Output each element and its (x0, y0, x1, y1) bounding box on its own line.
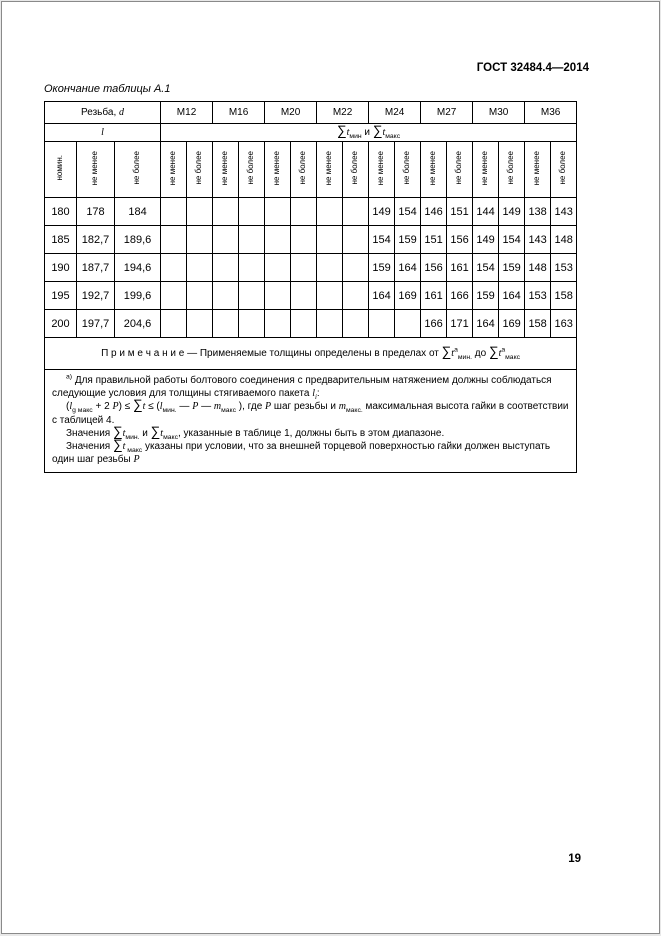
rotated-header-label: не менее (532, 150, 542, 186)
table-body (45, 198, 577, 338)
col-header-min (369, 142, 395, 198)
thickness-value-cell: 149 (473, 226, 499, 254)
thickness-value-cell: 161 (421, 282, 447, 310)
sum-header-cell: $\sum t_{мин}$ и $\sum t_{макс}$ (161, 124, 577, 142)
table-row (45, 282, 577, 310)
thickness-value-cell (343, 254, 369, 282)
thickness-value-cell: 197,7 (77, 310, 115, 338)
rotated-header-label: не менее (90, 150, 100, 186)
thickness-value-cell: 171 (447, 310, 473, 338)
rotated-header-label: номин. (55, 155, 65, 181)
rotated-header-label: не более (194, 151, 204, 185)
l-symbol: l (101, 127, 104, 138)
thickness-value-cell (265, 310, 291, 338)
rotated-header-label: не более (132, 151, 142, 185)
thickness-value-cell: 156 (421, 254, 447, 282)
thickness-value-cell: 159 (369, 254, 395, 282)
thickness-value-cell (343, 282, 369, 310)
col-header-min (525, 142, 551, 198)
thickness-value-cell (265, 254, 291, 282)
nominal-value-cell: 190 (45, 254, 77, 282)
size-header-m27: М27 (421, 102, 473, 124)
thickness-value-cell (161, 282, 187, 310)
thickness-value-cell (239, 282, 265, 310)
nominal-value-cell: 195 (45, 282, 77, 310)
col-header-min (213, 142, 239, 198)
table-caption: Окончание таблицы А.1 (44, 83, 171, 95)
rotated-header-label: не более (454, 151, 464, 185)
table-row (45, 198, 577, 226)
thickness-value-cell: 149 (369, 198, 395, 226)
rotated-header-label: не более (350, 151, 360, 185)
nominal-value-cell: 185 (45, 226, 77, 254)
col-header-min (77, 142, 115, 198)
thickness-value-cell (395, 310, 421, 338)
thickness-value-cell (213, 254, 239, 282)
table-row (45, 226, 577, 254)
rotated-header-label: не менее (168, 150, 178, 186)
rotated-header-label: не более (558, 151, 568, 185)
rotated-header-label: не более (402, 151, 412, 185)
rotated-header-label: не менее (480, 150, 490, 186)
size-header-m20: М20 (265, 102, 317, 124)
thickness-value-cell (187, 226, 213, 254)
thickness-value-cell: 158 (525, 310, 551, 338)
thickness-value-cell: 156 (447, 226, 473, 254)
page-number: 19 (568, 853, 581, 865)
col-header-min (473, 142, 499, 198)
thickness-value-cell (239, 254, 265, 282)
thickness-value-cell: 189,6 (115, 226, 161, 254)
col-header-max (291, 142, 317, 198)
thickness-value-cell: 163 (551, 310, 577, 338)
thickness-value-cell (187, 254, 213, 282)
thickness-value-cell: 159 (473, 282, 499, 310)
col-header-max (343, 142, 369, 198)
thickness-value-cell: 143 (525, 226, 551, 254)
thickness-value-cell: 149 (499, 198, 525, 226)
l-label-cell (45, 124, 161, 142)
thickness-value-cell (213, 198, 239, 226)
thickness-value-cell (161, 254, 187, 282)
thickness-value-cell (291, 226, 317, 254)
thickness-value-cell (343, 226, 369, 254)
thickness-value-cell: 166 (421, 310, 447, 338)
thickness-value-cell: 159 (395, 226, 421, 254)
thickness-value-cell (291, 282, 317, 310)
document-standard-number: ГОСТ 32484.4—2014 (476, 62, 589, 74)
column-header-row (45, 142, 577, 198)
thickness-value-cell: 154 (473, 254, 499, 282)
thickness-value-cell (161, 198, 187, 226)
sum-header-row (45, 124, 577, 142)
footnote-paragraph-2: ($l_{g макс} + 2$ $Р) \le \sum t \le (l_{мин.}$ — Р — $m_{макс}$ ), где Р шаг резьбы и $m_{макс.}$ максимальная высота гайки в соответствии с таблицей 4. (52, 397, 569, 426)
thickness-value-cell (239, 198, 265, 226)
thickness-value-cell: 164 (499, 282, 525, 310)
col-header-min (161, 142, 187, 198)
thickness-value-cell: 144 (473, 198, 499, 226)
table-container (44, 101, 577, 473)
col-header-min (317, 142, 343, 198)
thread-label-cell: Резьба, d (45, 102, 161, 124)
size-header-m24: М24 (369, 102, 421, 124)
thickness-value-cell (317, 254, 343, 282)
col-header-max (447, 142, 473, 198)
thickness-value-cell (343, 198, 369, 226)
thickness-value-cell: 151 (447, 198, 473, 226)
size-header-row (45, 102, 577, 124)
rotated-header-label: не более (506, 151, 516, 185)
thickness-value-cell: 182,7 (77, 226, 115, 254)
thickness-value-cell: 146 (421, 198, 447, 226)
thickness-value-cell: 161 (447, 254, 473, 282)
note-row (45, 338, 577, 370)
thickness-value-cell (291, 198, 317, 226)
nominal-value-cell: 200 (45, 310, 77, 338)
thickness-value-cell: 164 (395, 254, 421, 282)
table-row (45, 254, 577, 282)
table-footnote (45, 370, 577, 473)
rotated-header-label: не более (246, 151, 256, 185)
col-header-min (265, 142, 291, 198)
thickness-value-cell: 194,6 (115, 254, 161, 282)
thickness-value-cell (213, 226, 239, 254)
thickness-value-cell (187, 310, 213, 338)
thickness-value-cell (291, 310, 317, 338)
thickness-value-cell: 169 (395, 282, 421, 310)
thickness-value-cell (265, 282, 291, 310)
table-note: П р и м е ч а н и е — Применяемые толщины определены в пределах от $\sum t^а_{мин.}$ до $\sum t^а_{макс}$ (45, 338, 577, 370)
footnote-paragraph-3: Значения $\sum t_{мин.}$ и $\sum t_{макс}$, указанные в таблице 1, должны быть в этом диапазоне. (66, 423, 445, 441)
thickness-value-cell: 204,6 (115, 310, 161, 338)
thickness-value-cell: 154 (369, 226, 395, 254)
document-page (1, 1, 660, 934)
col-header-max (551, 142, 577, 198)
thickness-value-cell (187, 198, 213, 226)
thickness-value-cell: 143 (551, 198, 577, 226)
thickness-value-cell (213, 310, 239, 338)
size-header-m30: М30 (473, 102, 525, 124)
footnote-paragraph-4: Значения ∑t $_{макс}$ указаны при условии, что за внешней торцевой поверхностью гайки должен выступать один шаг резьбы Р (52, 436, 551, 466)
thickness-value-cell: 154 (499, 226, 525, 254)
col-header-nominal (45, 142, 77, 198)
thickness-value-cell: 164 (473, 310, 499, 338)
footnote-paragraph-1: $^{а)}$ Для правильной работы болтового соединения с предварительным натяжением должны соблюдаться следующие условия для толщины стягиваемого пакета $l_i$: (52, 373, 552, 402)
thickness-value-cell (265, 198, 291, 226)
size-header-m16: М16 (213, 102, 265, 124)
rotated-header-label: не более (298, 151, 308, 185)
thickness-value-cell (213, 282, 239, 310)
thickness-value-cell: 166 (447, 282, 473, 310)
thickness-value-cell (187, 282, 213, 310)
thickness-value-cell: 158 (551, 282, 577, 310)
thickness-value-cell (317, 282, 343, 310)
thickness-value-cell: 169 (499, 310, 525, 338)
size-header-m36: М36 (525, 102, 577, 124)
col-header-min (421, 142, 447, 198)
thickness-value-cell (239, 310, 265, 338)
rotated-header-label: не менее (376, 150, 386, 186)
rotated-header-label: не менее (272, 150, 282, 186)
thickness-value-cell (343, 310, 369, 338)
thickness-value-cell: 184 (115, 198, 161, 226)
thickness-value-cell (317, 198, 343, 226)
thickness-value-cell: 199,6 (115, 282, 161, 310)
nominal-value-cell: 180 (45, 198, 77, 226)
table-a1 (44, 101, 577, 473)
col-header-max (395, 142, 421, 198)
thickness-value-cell: 178 (77, 198, 115, 226)
thickness-value-cell (291, 254, 317, 282)
thickness-value-cell: 151 (421, 226, 447, 254)
thickness-value-cell (317, 226, 343, 254)
size-header-m12: М12 (161, 102, 213, 124)
thickness-value-cell (369, 310, 395, 338)
thickness-value-cell: 153 (551, 254, 577, 282)
size-header-m22: М22 (317, 102, 369, 124)
thickness-value-cell: 159 (499, 254, 525, 282)
col-header-max (499, 142, 525, 198)
col-header-max (239, 142, 265, 198)
rotated-header-label: не менее (428, 150, 438, 186)
rotated-header-label: не менее (220, 150, 230, 186)
thickness-value-cell (161, 226, 187, 254)
thickness-value-cell (317, 310, 343, 338)
thickness-value-cell: 192,7 (77, 282, 115, 310)
col-header-max (187, 142, 213, 198)
thickness-value-cell: 187,7 (77, 254, 115, 282)
footnote-row (45, 370, 577, 473)
thickness-value-cell: 164 (369, 282, 395, 310)
thickness-value-cell: 153 (525, 282, 551, 310)
rotated-header-label: не менее (324, 150, 334, 186)
thickness-value-cell (161, 310, 187, 338)
table-row (45, 310, 577, 338)
thickness-value-cell: 154 (395, 198, 421, 226)
thickness-value-cell: 148 (551, 226, 577, 254)
thickness-value-cell (239, 226, 265, 254)
thickness-value-cell: 138 (525, 198, 551, 226)
col-header-max (115, 142, 161, 198)
thickness-value-cell: 148 (525, 254, 551, 282)
thickness-value-cell (265, 226, 291, 254)
